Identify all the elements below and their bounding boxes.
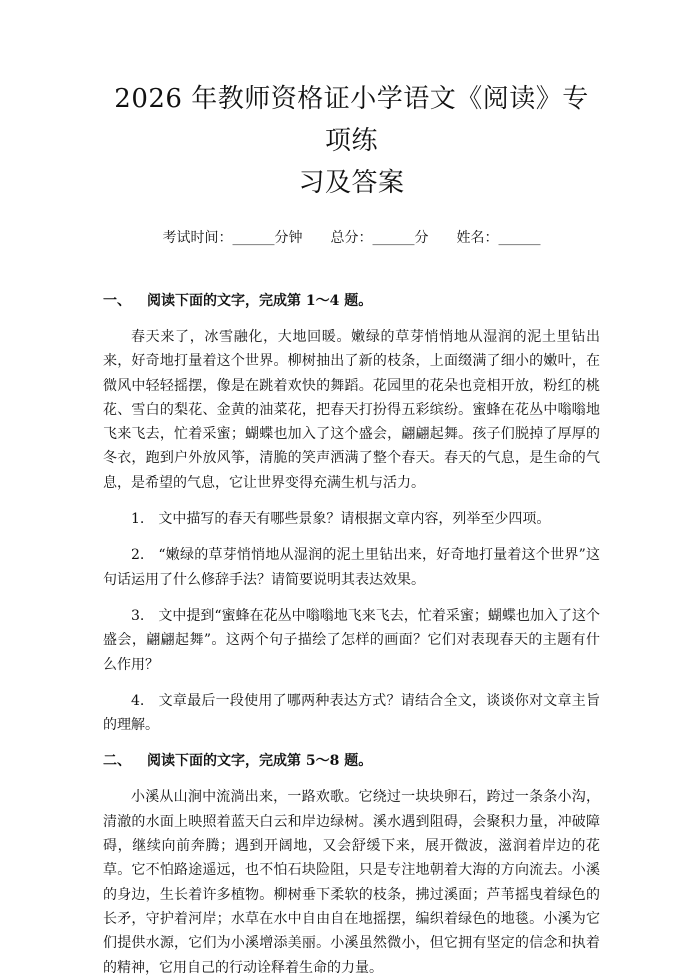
section-heading-text: 阅读下面的文字，完成第 1～4 题。 [147,293,373,309]
question-text: 文章最后一段使用了哪两种表达方式？请结合全文，谈谈你对文章主旨的理解。 [103,692,600,734]
question-3 [103,604,600,677]
question-number: 4. [131,692,145,709]
section-heading [103,751,600,771]
section-heading-text: 阅读下面的文字，完成第 5～8 题。 [147,753,373,770]
question-number: 2. [131,547,145,564]
section-number: 二、 [103,753,131,770]
question-4 [103,689,600,738]
section-number: 一、 [103,293,131,309]
reading-passage: 小溪从山涧中流淌出来，一路欢歌。它绕过一块块卵石，跨过一条条小沟，清澈的水面上映照着蓝天白云和岸边绿树。溪水遇到阻碍，会聚积力量，冲破障碍，继续向前奔腾；遇到开阔地，又会舒缓下来，展开微波，滋润着岸边的花草。它不怕路途遥远，也不怕石块险阻，只是专注地朝着大海的方向流去。小溪的身边，生长着许多植物。柳树垂下柔软的枝条，拂过溪面；芦苇摇曳着绿色的长矛，守护着河岸；水草在水中自由自在地摇摆，编织着绿色的地毯。小溪为它们提供水源，它们为小溪增添美丽。小溪虽然微小，但它拥有坚定的信念和执着的精神，它用自己的行动诠释着生命的力量。 [103,789,600,976]
question-text: 文中提到“蜜蜂在花丛中嗡嗡地飞来飞去，忙着采蜜；蝴蝶也加入了这个盛会，翩翩起舞”。这两个句子描绘了怎样的画面？它们对表现春天的主题有什么作用？ [103,607,600,673]
document-title [103,78,600,204]
question-1 [103,507,600,531]
student-name-field: 姓名：______ [456,230,541,246]
title-line-1: 2026 年教师资格证小学语文《阅读》专项练 [114,84,589,156]
question-2 [103,543,600,592]
reading-passage: 春天来了，冰雪融化，大地回暖。嫩绿的草芽悄悄地从湿润的泥土里钻出来，好奇地打量着这个世界。柳树抽出了新的枝条，上面缀满了细小的嫩叶，在微风中轻轻摇摆，像是在跳着欢快的舞蹈。花园里的花朵也竞相开放，粉红的桃花、雪白的梨花、金黄的油菜花，把春天打扮得五彩缤纷。蜜蜂在花丛中嗡嗡地飞来飞去，忙着采蜜；蝴蝶也加入了这个盛会，翩翩起舞。孩子们脱掉了厚厚的冬衣，跑到户外放风筝，清脆的笑声洒满了整个春天。春天的气息，是生命的气息，是希望的气息，它让世界变得充满生机与活力。 [103,329,600,491]
question-number: 1. [131,511,145,528]
section-1 [103,291,600,737]
total-score-field: 总分：______分 [330,230,429,246]
title-line-2: 习及答案 [298,168,405,198]
question-number: 3. [131,607,145,624]
exam-time-field: 考试时间：______分钟 [162,230,303,246]
section-heading [103,291,600,311]
question-text: “嫩绿的草芽悄悄地从湿润的泥土里钻出来，好奇地打量着这个世界”这句话运用了什么修辞手法？请简要说明其表达效果。 [103,547,600,588]
exam-info-line [103,228,600,248]
question-text: 文中描写的春天有哪些景象？请根据文章内容，列举至少四项。 [158,511,551,528]
section-2 [103,751,600,979]
